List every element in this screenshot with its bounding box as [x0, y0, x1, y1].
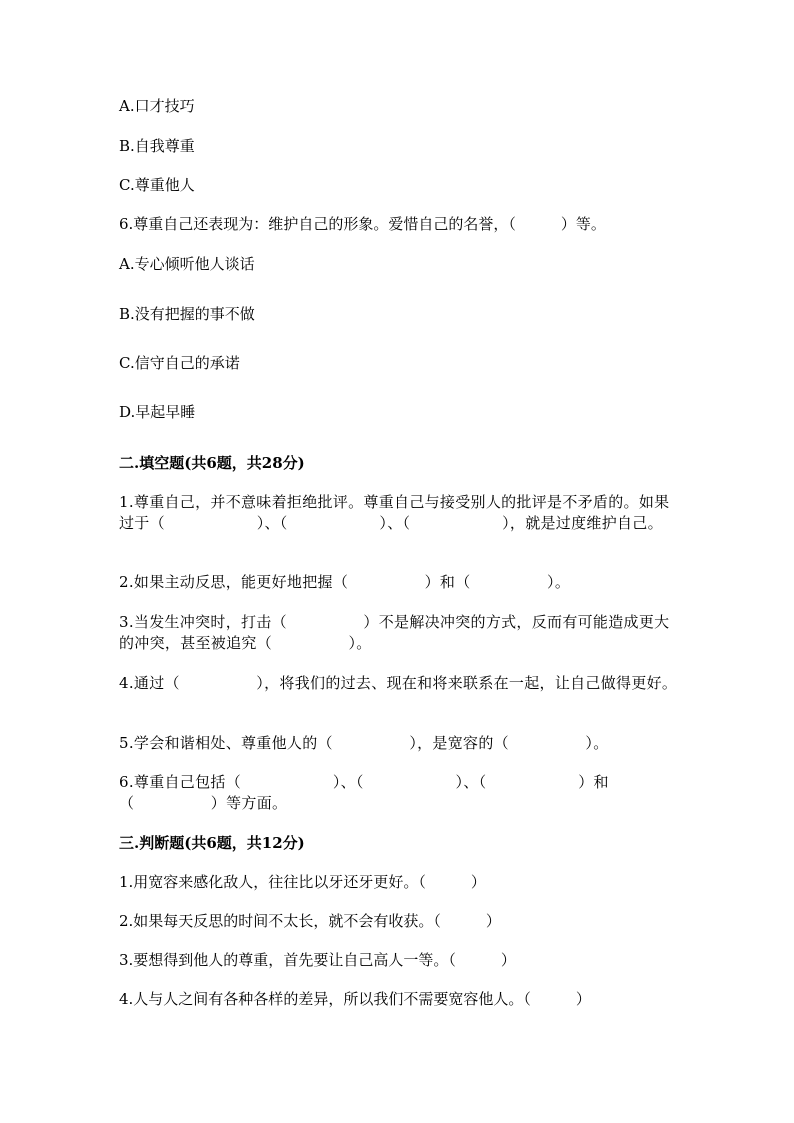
fill-question-3: 3.当发生冲突时，打击（ ）不是解决冲突的方式，反而有可能造成更大的冲突，甚至被追究（ ）。 [119, 613, 670, 652]
q5-option-a: A.口才技巧 [119, 97, 195, 115]
fill-question-6: 6.尊重自己包括（ ）、（ ）、（ ）和（ ）等方面。 [119, 773, 609, 812]
q6-option-a: A.专心倾听他人谈话 [119, 255, 255, 273]
fill-question-5: 5.学会和谐相处、尊重他人的（ ），是宽容的（ ）。 [119, 734, 609, 752]
fill-section-title: 二.填空题(共6题，共28分) [119, 454, 305, 472]
q6-option-d: D.早起早睡 [119, 403, 196, 421]
q5-option-b: B.自我尊重 [119, 137, 195, 155]
q6-stem: 6.尊重自己还表现为：维护自己的形象。爱惜自己的名誉，（ ）等。 [119, 215, 606, 233]
fill-question-2: 2.如果主动反思，能更好地把握（ ）和（ ）。 [119, 573, 571, 591]
fill-question-4: 4.通过（ ），将我们的过去、现在和将来联系在一起，让自己做得更好。 [119, 674, 678, 692]
q6-option-c: C.信守自己的承诺 [119, 354, 240, 372]
fill-question-1: 1.尊重自己，并不意味着拒绝批评。尊重自己与接受别人的批评是不矛盾的。如果过于（ ）、（ ）、（ ），就是过度维护自己。 [119, 493, 670, 532]
q5-option-c: C.尊重他人 [119, 176, 195, 194]
q6-option-b: B.没有把握的事不做 [119, 305, 255, 323]
judge-question-3: 3.要想得到他人的尊重，首先要让自己高人一等。（ ） [119, 951, 516, 969]
judge-section-title: 三.判断题(共6题，共12分) [119, 834, 305, 852]
judge-question-2: 2.如果每天反思的时间不太长，就不会有收获。（ ） [119, 912, 501, 930]
judge-question-1: 1.用宽容来感化敌人，往往比以牙还牙更好。（ ） [119, 873, 486, 891]
judge-question-4: 4.人与人之间有各种各样的差异，所以我们不需要宽容他人。（ ） [119, 990, 591, 1008]
